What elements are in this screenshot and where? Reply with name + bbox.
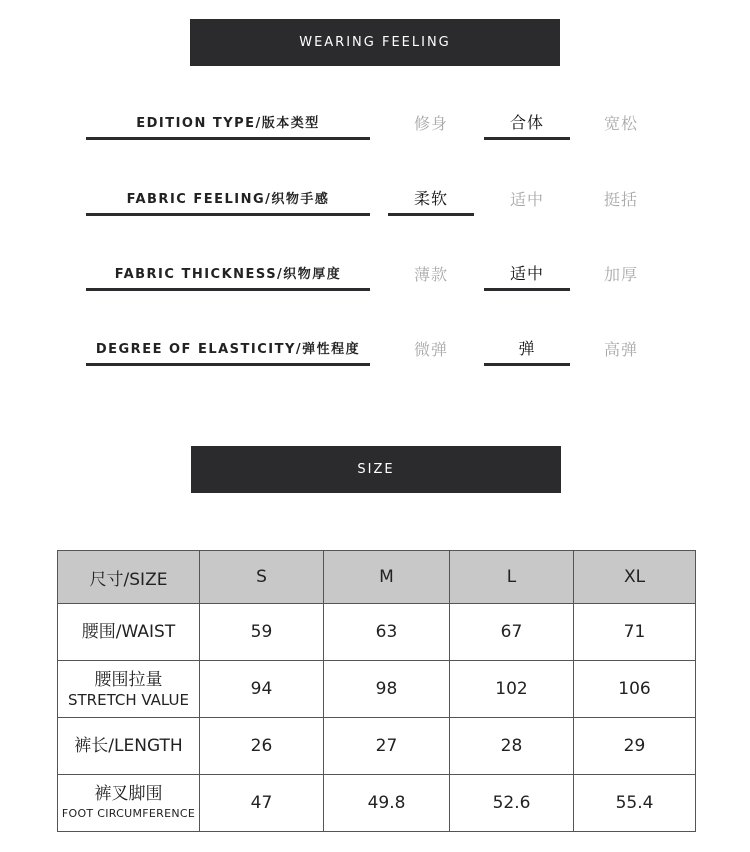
table-cell: 94: [200, 661, 324, 718]
row-label: 裤长/LENGTH: [74, 735, 183, 756]
feeling-option: 弹: [484, 331, 570, 366]
row-label: 裤叉脚围: [94, 783, 163, 804]
feeling-label: FABRIC THICKNESS/织物厚度: [86, 256, 370, 291]
size-banner: [191, 446, 561, 493]
feeling-row-fabric-feeling: [0, 181, 750, 221]
size-header-cell: XL: [574, 551, 696, 604]
table-cell: 47: [200, 775, 324, 832]
feeling-row-edition-type: [0, 105, 750, 145]
table-cell: 55.4: [574, 775, 696, 832]
feeling-option: 适中: [484, 256, 570, 291]
feeling-option: 合体: [484, 105, 570, 140]
feeling-label: DEGREE OF ELASTICITY/弹性程度: [86, 331, 370, 366]
feeling-label: FABRIC FEELING/织物手感: [86, 181, 370, 216]
feeling-option: 加厚: [603, 265, 638, 284]
table-cell: 71: [574, 604, 696, 661]
table-cell: 52.6: [450, 775, 574, 832]
feeling-option: 适中: [509, 190, 544, 209]
row-label: 腰围/WAIST: [81, 621, 176, 642]
size-table: [57, 550, 696, 832]
table-cell: 28: [450, 718, 574, 775]
row-sublabel: STRETCH VALUE: [67, 690, 190, 709]
feeling-option: 薄款: [413, 265, 448, 284]
table-row: [58, 661, 696, 718]
feeling-option: 挺括: [603, 190, 638, 209]
size-header-cell: M: [324, 551, 450, 604]
table-cell: 67: [450, 604, 574, 661]
size-title: SIZE: [357, 462, 395, 477]
feeling-row-fabric-thickness: [0, 256, 750, 296]
feeling-option: 宽松: [603, 114, 638, 133]
row-label-cell: [58, 604, 200, 661]
row-label-cell: [58, 718, 200, 775]
table-cell: 106: [574, 661, 696, 718]
row-label-cell: [58, 661, 200, 718]
table-row: [58, 718, 696, 775]
wearing-feeling-title: WEARING FEELING: [299, 35, 451, 50]
table-cell: 49.8: [324, 775, 450, 832]
table-cell: 98: [324, 661, 450, 718]
table-cell: 59: [200, 604, 324, 661]
table-cell: 27: [324, 718, 450, 775]
table-cell: 63: [324, 604, 450, 661]
feeling-option: 柔软: [388, 181, 474, 216]
table-cell: 26: [200, 718, 324, 775]
feeling-option: 微弹: [413, 340, 448, 359]
size-header-row: [58, 551, 696, 604]
table-row: [58, 775, 696, 832]
size-header-cell: 尺寸/SIZE: [58, 551, 200, 604]
row-sublabel: FOOT CIRCUMFERENCE: [61, 806, 196, 820]
wearing-feeling-banner: [190, 19, 560, 66]
size-header-cell: S: [200, 551, 324, 604]
feeling-option: 修身: [413, 114, 448, 133]
feeling-row-elasticity: [0, 331, 750, 371]
table-cell: 102: [450, 661, 574, 718]
feeling-option: 高弹: [603, 340, 638, 359]
table-row: [58, 604, 696, 661]
size-header-cell: L: [450, 551, 574, 604]
table-cell: 29: [574, 718, 696, 775]
row-label-cell: [58, 775, 200, 832]
row-label: 腰围拉量: [94, 669, 163, 690]
feeling-label: EDITION TYPE/版本类型: [86, 105, 370, 140]
